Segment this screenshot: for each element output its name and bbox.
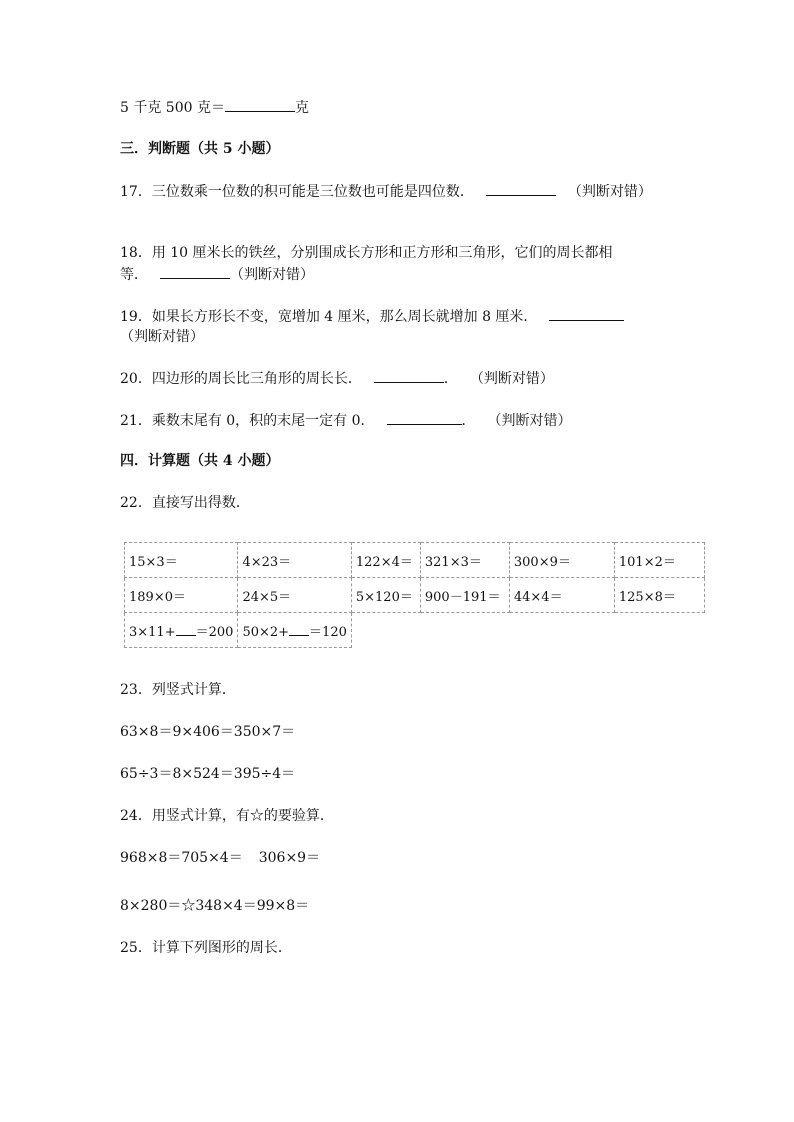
answer-blank[interactable] bbox=[225, 97, 295, 112]
question-18-line1: 18．用 10 厘米长的铁丝，分别围成长方形和正方形和三角形，它们的周长都相 bbox=[120, 245, 613, 261]
judge-hint: （判断对错） bbox=[230, 267, 314, 283]
q17-text: 17．三位数乘一位数的积可能是三位数也可能是四位数． bbox=[120, 184, 474, 200]
table-cell: 5×120＝ bbox=[351, 578, 420, 613]
question-23: 23．列竖式计算． bbox=[120, 682, 236, 698]
q21-period: ． bbox=[461, 413, 476, 429]
answer-blank[interactable] bbox=[160, 264, 230, 279]
question-25: 25．计算下列图形的周长． bbox=[120, 940, 292, 956]
question-18-line2 bbox=[120, 264, 314, 285]
table-cell: 189×0＝ bbox=[125, 578, 238, 613]
answer-blank[interactable] bbox=[374, 368, 444, 383]
q24-problems-line1: 968×8＝705×4＝ 306×9＝ bbox=[120, 850, 321, 866]
q16-text: 5 千克 500 克＝ bbox=[120, 100, 225, 116]
answer-blank[interactable] bbox=[387, 410, 462, 425]
q20-period: ． bbox=[443, 371, 458, 387]
q16-unit: 克 bbox=[294, 100, 309, 116]
table-cell: 321×3＝ bbox=[420, 543, 509, 578]
table-cell: 4×23＝ bbox=[238, 543, 351, 578]
question-16-tail bbox=[120, 97, 309, 118]
q20-text: 20．四边形的周长比三角形的周长长． bbox=[120, 371, 362, 387]
answer-blank[interactable] bbox=[549, 306, 624, 321]
question-19-line1 bbox=[120, 306, 624, 327]
table-row bbox=[125, 578, 705, 613]
table-cell: 101×2＝ bbox=[614, 543, 704, 578]
question-21 bbox=[120, 410, 572, 431]
question-17 bbox=[120, 181, 652, 202]
section-title-calculation: 四．计算题（共 4 小题） bbox=[120, 453, 280, 469]
table-row bbox=[125, 543, 705, 578]
table-cell: 900－191＝ bbox=[420, 578, 509, 613]
section-title-judgement: 三．判断题（共 5 小题） bbox=[120, 141, 280, 157]
question-20 bbox=[120, 368, 554, 389]
judge-hint: （判断对错） bbox=[567, 184, 652, 200]
judge-hint: （判断对错） bbox=[487, 413, 572, 429]
table-cell: 44×4＝ bbox=[509, 578, 614, 613]
answer-blank[interactable] bbox=[486, 181, 556, 196]
question-24: 24．用竖式计算，有☆的要验算． bbox=[120, 808, 334, 824]
table-cell: 122×4＝ bbox=[351, 543, 420, 578]
table-cell: 15×3＝ bbox=[125, 543, 238, 578]
q24-problems-line2: 8×280＝☆348×4＝99×8＝ bbox=[120, 898, 310, 914]
table-cell: 50×2+ ＝120 bbox=[238, 613, 351, 648]
answer-blank[interactable] bbox=[289, 621, 309, 636]
judge-hint: （判断对错） bbox=[469, 371, 554, 387]
answer-blank[interactable] bbox=[176, 621, 196, 636]
question-19-line2: （判断对错） bbox=[120, 329, 204, 345]
table-cell: 300×9＝ bbox=[509, 543, 614, 578]
table-cell: 125×8＝ bbox=[614, 578, 704, 613]
question-22: 22．直接写出得数． bbox=[120, 495, 250, 511]
mental-math-table bbox=[124, 542, 705, 648]
q18-text: 等． bbox=[120, 267, 148, 283]
q23-problems-line1: 63×8＝9×406＝350×7＝ bbox=[120, 724, 296, 740]
q21-text: 21．乘数末尾有 0，积的末尾一定有 0． bbox=[120, 413, 375, 429]
q23-problems-line2: 65÷3＝8×524＝395÷4＝ bbox=[120, 766, 296, 782]
table-row bbox=[125, 613, 705, 648]
q19-text: 19．如果长方形长不变，宽增加 4 厘米，那么周长就增加 8 厘米． bbox=[120, 309, 538, 325]
table-cell: 3×11+ ＝200 bbox=[125, 613, 238, 648]
table-cell: 24×5＝ bbox=[238, 578, 351, 613]
